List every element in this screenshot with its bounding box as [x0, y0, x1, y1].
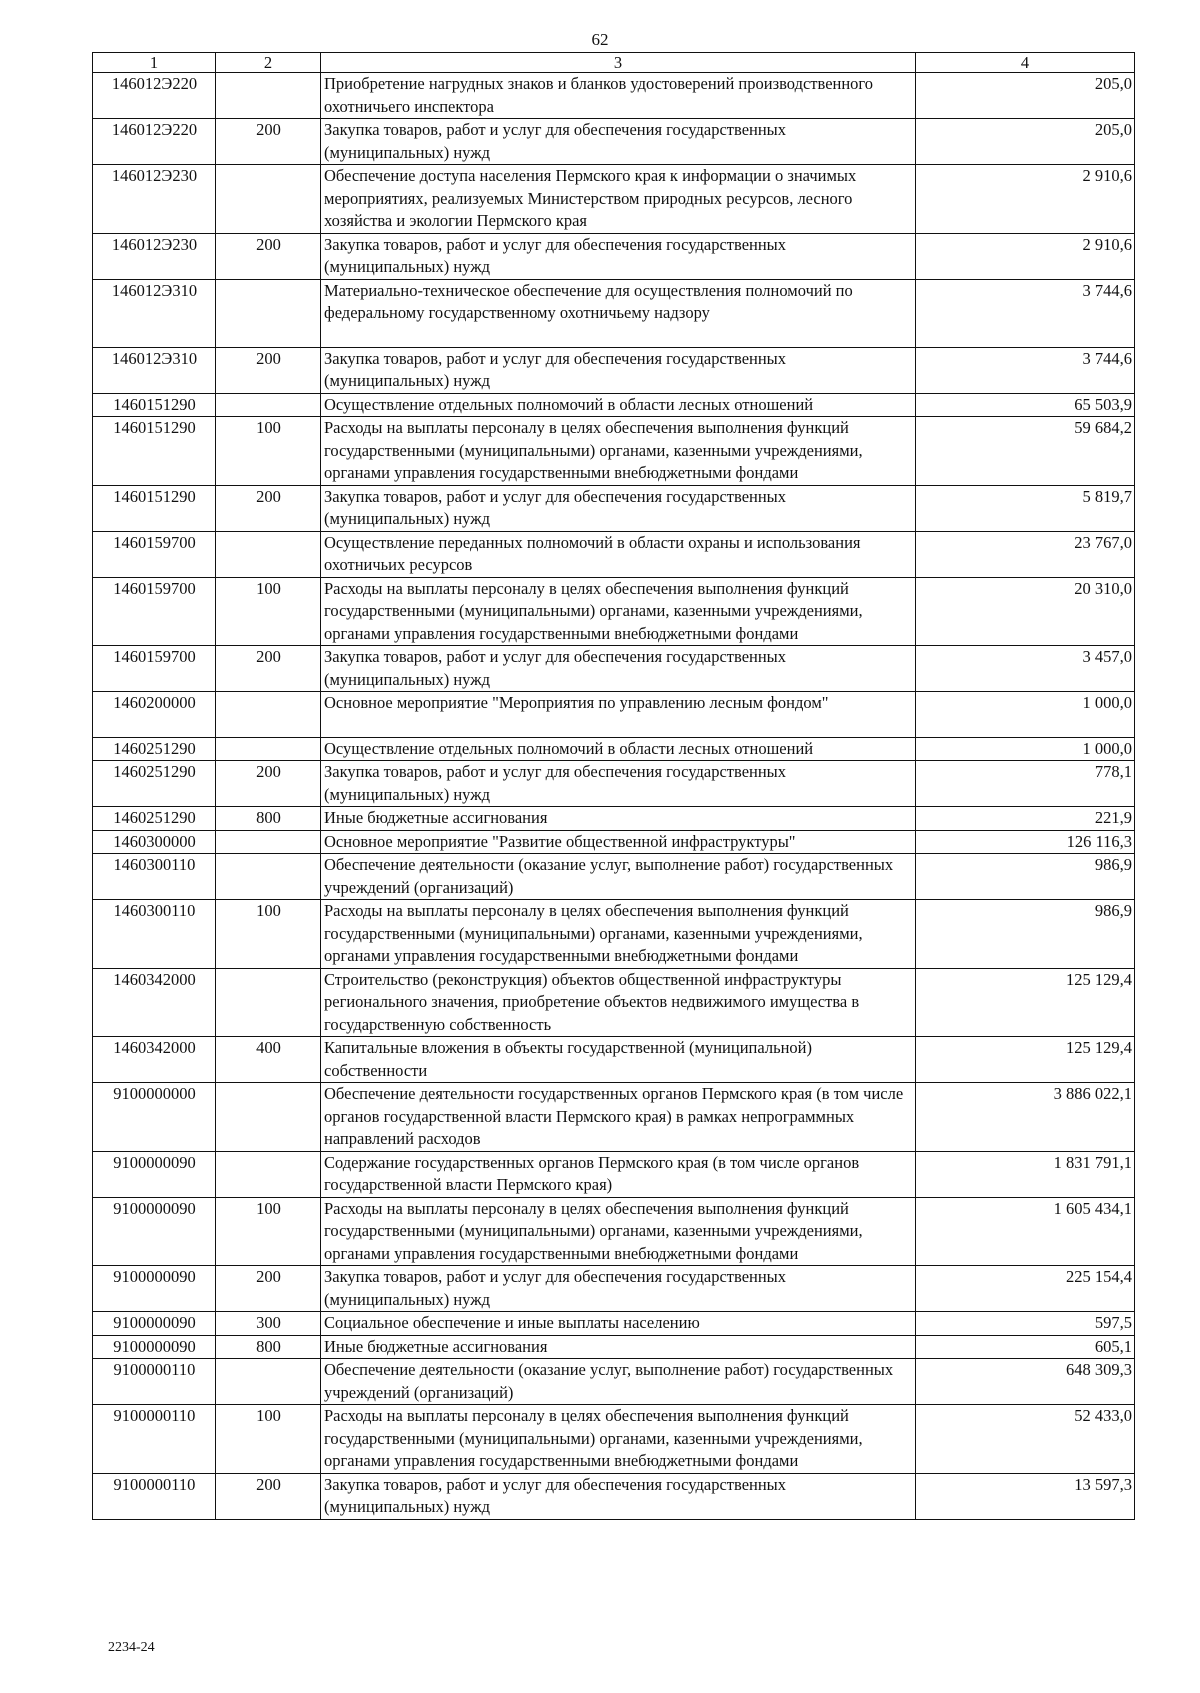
target-item-code-cell: 9100000090: [93, 1335, 216, 1359]
item-name-cell: Обеспечение доступа населения Пермского края к информации о значимых мероприятиях, реализуемых Министерством природных ресурсов, лесного хозяйства и экологии Пермского края: [321, 165, 916, 234]
table-row: [93, 1359, 1135, 1405]
amount-cell: 13 597,3: [916, 1473, 1135, 1519]
amount-cell: 986,9: [916, 900, 1135, 969]
amount-cell: 605,1: [916, 1335, 1135, 1359]
amount-cell: 3 886 022,1: [916, 1083, 1135, 1152]
table-row: [93, 807, 1135, 831]
table-row: [93, 417, 1135, 486]
item-name-cell: Закупка товаров, работ и услуг для обеспечения государственных (муниципальных) нужд: [321, 119, 916, 165]
target-item-code-cell: 1460200000: [93, 692, 216, 738]
table-row: [93, 968, 1135, 1037]
table-row: [93, 646, 1135, 692]
table-row: [93, 830, 1135, 854]
table-row: [93, 1312, 1135, 1336]
table-row: [93, 737, 1135, 761]
expense-type-cell: 200: [216, 119, 321, 165]
table-body: [93, 73, 1135, 1520]
amount-cell: 1 000,0: [916, 692, 1135, 738]
item-name-cell: Расходы на выплаты персоналу в целях обеспечения выполнения функций государственными (муниципальными) органами, казенными учреждениями, органами управления государственными внебюджетными фондами: [321, 577, 916, 646]
target-item-code-cell: 1460159700: [93, 577, 216, 646]
amount-cell: 5 819,7: [916, 485, 1135, 531]
item-name-cell: Закупка товаров, работ и услуг для обеспечения государственных (муниципальных) нужд: [321, 1266, 916, 1312]
table-row: [93, 1151, 1135, 1197]
expense-type-cell: [216, 1359, 321, 1405]
expense-type-cell: [216, 73, 321, 119]
expense-type-cell: [216, 165, 321, 234]
item-name-cell: Осуществление отдельных полномочий в области лесных отношений: [321, 737, 916, 761]
expense-type-cell: 800: [216, 1335, 321, 1359]
item-name-cell: Содержание государственных органов Пермского края (в том числе органов государственной власти Пермского края): [321, 1151, 916, 1197]
item-name-cell: Обеспечение деятельности (оказание услуг, выполнение работ) государственных учреждений (организаций): [321, 854, 916, 900]
table-row: [93, 577, 1135, 646]
amount-cell: 20 310,0: [916, 577, 1135, 646]
amount-cell: 221,9: [916, 807, 1135, 831]
item-name-cell: Закупка товаров, работ и услуг для обеспечения государственных (муниципальных) нужд: [321, 646, 916, 692]
target-item-code-cell: 9100000090: [93, 1151, 216, 1197]
table-row: [93, 347, 1135, 393]
table-row: [93, 1037, 1135, 1083]
amount-cell: 648 309,3: [916, 1359, 1135, 1405]
amount-cell: 778,1: [916, 761, 1135, 807]
target-item-code-cell: 1460159700: [93, 531, 216, 577]
target-item-code-cell: 9100000110: [93, 1405, 216, 1474]
item-name-cell: Социальное обеспечение и иные выплаты населению: [321, 1312, 916, 1336]
item-name-cell: Материально-техническое обеспечение для осуществления полномочий по федеральному государственному охотничьему надзору: [321, 279, 916, 347]
expense-type-cell: [216, 393, 321, 417]
amount-cell: 125 129,4: [916, 1037, 1135, 1083]
amount-cell: 3 457,0: [916, 646, 1135, 692]
amount-cell: 597,5: [916, 1312, 1135, 1336]
table-row: [93, 1335, 1135, 1359]
amount-cell: 1 000,0: [916, 737, 1135, 761]
column-header-code: 1: [93, 53, 216, 73]
expense-type-cell: 400: [216, 1037, 321, 1083]
expense-type-cell: 200: [216, 485, 321, 531]
document-footer-code: 2234-24: [108, 1640, 155, 1655]
amount-cell: 52 433,0: [916, 1405, 1135, 1474]
target-item-code-cell: 1460300110: [93, 900, 216, 969]
table-row: [93, 692, 1135, 738]
item-name-cell: Иные бюджетные ассигнования: [321, 1335, 916, 1359]
item-name-cell: Закупка товаров, работ и услуг для обеспечения государственных (муниципальных) нужд: [321, 347, 916, 393]
amount-cell: 3 744,6: [916, 347, 1135, 393]
target-item-code-cell: 1460159700: [93, 646, 216, 692]
expense-type-cell: [216, 279, 321, 347]
amount-cell: 205,0: [916, 73, 1135, 119]
target-item-code-cell: 9100000110: [93, 1359, 216, 1405]
expense-type-cell: [216, 1151, 321, 1197]
target-item-code-cell: 1460300110: [93, 854, 216, 900]
item-name-cell: Закупка товаров, работ и услуг для обеспечения государственных (муниципальных) нужд: [321, 761, 916, 807]
item-name-cell: Расходы на выплаты персоналу в целях обеспечения выполнения функций государственными (муниципальными) органами, казенными учреждениями, органами управления государственными внебюджетными фондами: [321, 1197, 916, 1266]
item-name-cell: Закупка товаров, работ и услуг для обеспечения государственных (муниципальных) нужд: [321, 1473, 916, 1519]
expense-type-cell: [216, 531, 321, 577]
table-row: [93, 233, 1135, 279]
target-item-code-cell: 9100000110: [93, 1473, 216, 1519]
expense-type-cell: [216, 692, 321, 738]
item-name-cell: Обеспечение деятельности государственных органов Пермского края (в том числе органов государственной власти Пермского края) в рамках непрограммных направлений расходов: [321, 1083, 916, 1152]
column-header-amount: 4: [916, 53, 1135, 73]
item-name-cell: Осуществление отдельных полномочий в области лесных отношений: [321, 393, 916, 417]
table-row: [93, 761, 1135, 807]
target-item-code-cell: 9100000090: [93, 1312, 216, 1336]
target-item-code-cell: 9100000090: [93, 1266, 216, 1312]
expense-type-cell: 300: [216, 1312, 321, 1336]
amount-cell: 65 503,9: [916, 393, 1135, 417]
expense-type-cell: 800: [216, 807, 321, 831]
expense-type-cell: 200: [216, 1473, 321, 1519]
item-name-cell: Расходы на выплаты персоналу в целях обеспечения выполнения функций государственными (муниципальными) органами, казенными учреждениями, органами управления государственными внебюджетными фондами: [321, 900, 916, 969]
item-name-cell: Осуществление переданных полномочий в области охраны и использования охотничьих ресурсов: [321, 531, 916, 577]
amount-cell: 23 767,0: [916, 531, 1135, 577]
amount-cell: 225 154,4: [916, 1266, 1135, 1312]
page-number: 62: [591, 30, 609, 49]
expense-type-cell: [216, 968, 321, 1037]
table-row: [93, 485, 1135, 531]
target-item-code-cell: 146012Э310: [93, 347, 216, 393]
item-name-cell: Приобретение нагрудных знаков и бланков удостоверений производственного охотничьего инспектора: [321, 73, 916, 119]
table-row: [93, 1473, 1135, 1519]
expense-type-cell: [216, 737, 321, 761]
expense-type-cell: 100: [216, 1405, 321, 1474]
item-name-cell: Закупка товаров, работ и услуг для обеспечения государственных (муниципальных) нужд: [321, 233, 916, 279]
table-row: [93, 531, 1135, 577]
amount-cell: 986,9: [916, 854, 1135, 900]
table-row: [93, 165, 1135, 234]
item-name-cell: Расходы на выплаты персоналу в целях обеспечения выполнения функций государственными (муниципальными) органами, казенными учреждениями, органами управления государственными внебюджетными фондами: [321, 417, 916, 486]
amount-cell: 126 116,3: [916, 830, 1135, 854]
expense-type-cell: [216, 1083, 321, 1152]
expense-type-cell: 200: [216, 761, 321, 807]
target-item-code-cell: 146012Э230: [93, 165, 216, 234]
target-item-code-cell: 146012Э230: [93, 233, 216, 279]
table-row: [93, 1266, 1135, 1312]
amount-cell: 125 129,4: [916, 968, 1135, 1037]
expense-type-cell: 200: [216, 347, 321, 393]
item-name-cell: Строительство (реконструкция) объектов общественной инфраструктуры регионального значения, приобретение объектов недвижимого имущества в государственную собственность: [321, 968, 916, 1037]
header-row: [93, 53, 1135, 73]
expense-type-cell: 100: [216, 900, 321, 969]
target-item-code-cell: 1460151290: [93, 393, 216, 417]
table-row: [93, 1197, 1135, 1266]
table-row: [93, 279, 1135, 347]
budget-table: [92, 52, 1135, 1520]
target-item-code-cell: 1460151290: [93, 417, 216, 486]
expense-type-cell: [216, 854, 321, 900]
target-item-code-cell: 1460300000: [93, 830, 216, 854]
item-name-cell: Основное мероприятие "Развитие общественной инфраструктуры": [321, 830, 916, 854]
table-row: [93, 1083, 1135, 1152]
expense-type-cell: 100: [216, 1197, 321, 1266]
item-name-cell: Расходы на выплаты персоналу в целях обеспечения выполнения функций государственными (муниципальными) органами, казенными учреждениями, органами управления государственными внебюджетными фондами: [321, 1405, 916, 1474]
table-row: [93, 119, 1135, 165]
amount-cell: 3 744,6: [916, 279, 1135, 347]
target-item-code-cell: 9100000000: [93, 1083, 216, 1152]
table-row: [93, 393, 1135, 417]
amount-cell: 2 910,6: [916, 165, 1135, 234]
expense-type-cell: 100: [216, 417, 321, 486]
amount-cell: 59 684,2: [916, 417, 1135, 486]
item-name-cell: Основное мероприятие "Мероприятия по управлению лесным фондом": [321, 692, 916, 738]
item-name-cell: Капитальные вложения в объекты государственной (муниципальной) собственности: [321, 1037, 916, 1083]
target-item-code-cell: 1460251290: [93, 807, 216, 831]
target-item-code-cell: 146012Э220: [93, 73, 216, 119]
target-item-code-cell: 146012Э310: [93, 279, 216, 347]
amount-cell: 2 910,6: [916, 233, 1135, 279]
expense-type-cell: 100: [216, 577, 321, 646]
target-item-code-cell: 1460342000: [93, 1037, 216, 1083]
table-row: [93, 1405, 1135, 1474]
table-row: [93, 854, 1135, 900]
target-item-code-cell: 9100000090: [93, 1197, 216, 1266]
amount-cell: 205,0: [916, 119, 1135, 165]
item-name-cell: Закупка товаров, работ и услуг для обеспечения государственных (муниципальных) нужд: [321, 485, 916, 531]
column-header-name: 3: [321, 53, 916, 73]
target-item-code-cell: 1460251290: [93, 737, 216, 761]
target-item-code-cell: 1460151290: [93, 485, 216, 531]
expense-type-cell: 200: [216, 233, 321, 279]
expense-type-cell: [216, 830, 321, 854]
target-item-code-cell: 1460342000: [93, 968, 216, 1037]
target-item-code-cell: 146012Э220: [93, 119, 216, 165]
item-name-cell: Обеспечение деятельности (оказание услуг, выполнение работ) государственных учреждений (организаций): [321, 1359, 916, 1405]
expense-type-cell: 200: [216, 1266, 321, 1312]
target-item-code-cell: 1460251290: [93, 761, 216, 807]
table-row: [93, 900, 1135, 969]
expense-type-cell: 200: [216, 646, 321, 692]
table-row: [93, 73, 1135, 119]
item-name-cell: Иные бюджетные ассигнования: [321, 807, 916, 831]
amount-cell: 1 831 791,1: [916, 1151, 1135, 1197]
column-header-type: 2: [216, 53, 321, 73]
amount-cell: 1 605 434,1: [916, 1197, 1135, 1266]
